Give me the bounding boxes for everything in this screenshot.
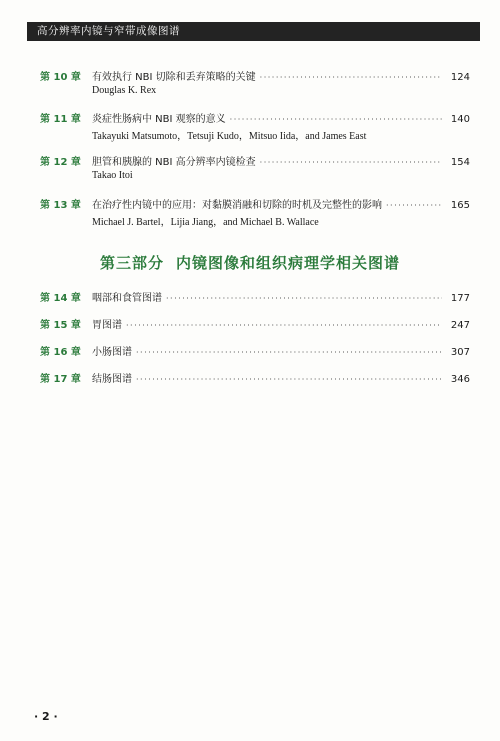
chapter-number: 第 13 章 [40, 200, 81, 211]
page-ref: 140 [450, 114, 470, 125]
chapter-number: 第 10 章 [40, 72, 81, 83]
chapter-title: 结肠图谱 [92, 374, 132, 385]
chapter-number: 第 16 章 [40, 347, 81, 358]
dot-leader [136, 348, 442, 357]
part-number: 第三部分 [99, 254, 164, 272]
toc-entry-15 [40, 316, 470, 330]
chapter-title: 小肠图谱 [92, 347, 132, 358]
toc-entry-12 [40, 153, 470, 181]
page-ref: 346 [450, 374, 470, 385]
toc-entry-10 [40, 68, 470, 96]
chapter-number: 第 11 章 [40, 114, 81, 125]
toc-entry-17 [40, 370, 470, 384]
chapter-number: 第 17 章 [40, 374, 81, 385]
part-name: 内镜图像和组织病理学相关图谱 [176, 254, 401, 272]
chapter-authors: Michael J. Bartel，Lijia Jiang，and Michael B. Wallace [92, 217, 319, 228]
chapter-title: 咽部和食管图谱 [92, 293, 162, 304]
toc-entry-14 [40, 289, 470, 303]
toc-entry-11 [40, 110, 470, 142]
dot-leader [166, 294, 442, 303]
page-ref: 165 [450, 200, 470, 211]
toc-entry-16 [40, 343, 470, 357]
dot-leader [260, 73, 442, 82]
dot-leader [230, 115, 442, 124]
chapter-title: 胃图谱 [92, 320, 122, 331]
chapter-number: 第 15 章 [40, 320, 81, 331]
running-header [27, 22, 480, 41]
page-ref: 307 [450, 347, 470, 358]
page-number: · 2 · [34, 710, 58, 723]
chapter-number: 第 12 章 [40, 157, 81, 168]
running-header-title: 高分辨率内镜与窄带成像图谱 [37, 25, 180, 37]
chapter-title: 炎症性肠病中 NBI 观察的意义 [92, 114, 226, 125]
dot-leader [136, 375, 442, 384]
chapter-authors: Douglas K. Rex [92, 85, 157, 96]
chapter-authors: Takayuki Matsumoto，Tetsuji Kudo，Mitsuo Iida，and James East [92, 131, 367, 142]
chapter-authors: Takao Itoi [92, 170, 133, 181]
chapter-title: 有效执行 NBI 切除和丢弃策略的关键 [92, 72, 256, 83]
dot-leader [386, 201, 442, 210]
dot-leader [126, 321, 442, 330]
chapter-title: 在治疗性内镜中的应用：对黏膜消融和切除的时机及完整性的影响 [92, 200, 382, 211]
page-ref: 124 [450, 72, 470, 83]
page-ref: 247 [450, 320, 470, 331]
part-heading [0, 252, 500, 273]
page-ref: 154 [450, 157, 470, 168]
toc-entry-13 [40, 196, 470, 228]
dot-leader [260, 158, 442, 167]
chapter-title: 胆管和胰腺的 NBI 高分辨率内镜检查 [92, 157, 256, 168]
page-ref: 177 [450, 293, 470, 304]
chapter-number: 第 14 章 [40, 293, 81, 304]
